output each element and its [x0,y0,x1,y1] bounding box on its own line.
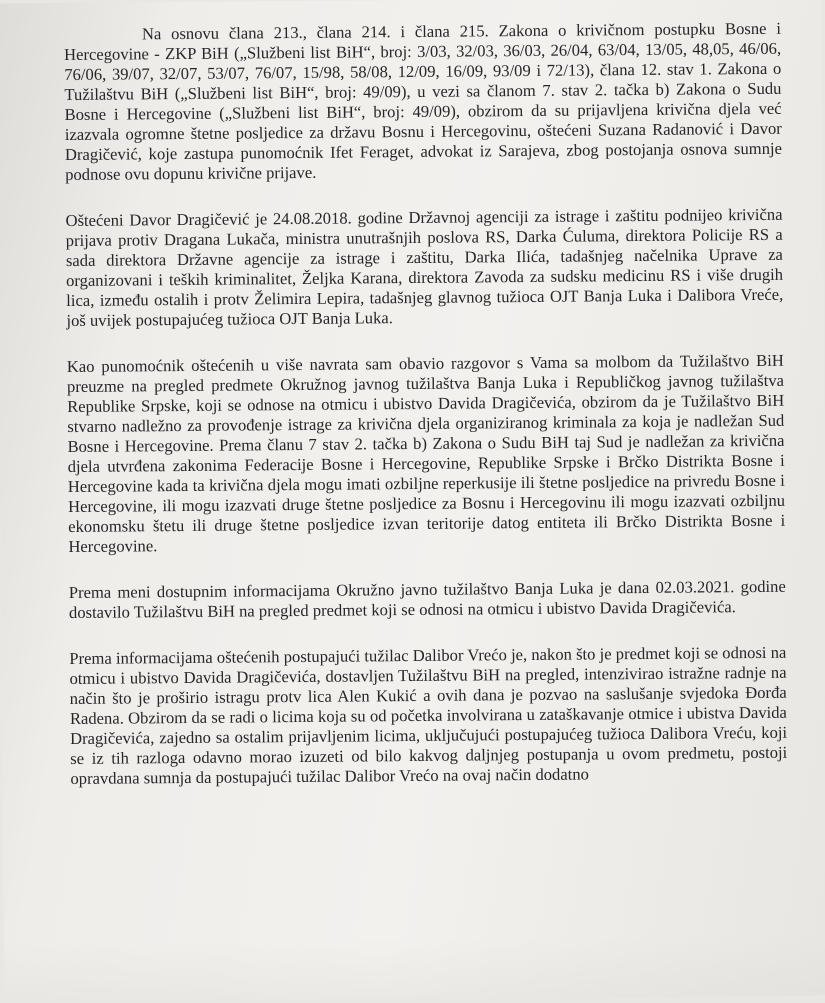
paragraph-case-transfer: Prema meni dostupnim informacijama Okružno javno tužilaštvo Banja Luka je dana 02.03.2021. godine dostavilo Tužilaštvu BiH na pregled predmet koji se odnosi na otmicu i ubistvo Davida Dragičevića. [68,576,786,623]
paragraph-legal-basis: Na osnovu člana 213., člana 214. i člana 215. Zakona o krivičnom postupku Bosne i Hercegovine - ZKP BiH („Službeni list BiH“, broj: 3/03, 32/03, 36/03, 26/04, 63/04, 13/05, 48,05, 46/06, 76/06, 39/07, 32/07, 53/07, 76/07, 15/98, 58/08, 12/09, 16/09, 93/09 i 72/13), člana 12. stav 1. Zakona o Tužilaštvu BiH („Službeni list BiH“, broj: 49/09), u vezi sa članom 7. stav 2. tačka b) Zakona o Sudu Bosne i Hercegovine („Službeni list BiH“, broj: 49/09), obzirom da su prijavljena krivična djela već izazvala ogromne štetne posljedice za državu Bosnu i Hercegovinu, oštećeni Suzana Radanović i Davor Dragičević, koje zastupa punomoćnik Ifet Feraget, advokat iz Sarajeva, zbog postojanja osnova sumnje podnose ovu dopunu krivične prijave. [64,18,783,185]
paragraph-criminal-complaint: Oštećeni Davor Dragičević je 24.08.2018. godine Državnoj agenciji za istrage i zaštitu podnijeo krivična prijava protiv Dragana Lukača, ministra unutrašnjih poslova RS, Darka Ćuluma, direktora Policije RS a sada direktora Državne agencije za istrage i zaštitu, Darka Ilića, tadašnjeg načelnika Uprave za organizovani i teških kriminalitet, Željka Karana, direktora Zavoda za sudsku medicinu RS i više drugih lica, između ostalih i protv Želimira Lepira, tadašnjeg glavnog tužioca OJT Banja Luka i Dalibora Vreće, još uvijek postupajućeg tužioca OJT Banja Luka. [65,204,784,331]
paper-shadow [4,935,825,1002]
paragraph-jurisdiction-request: Kao punomoćnik oštećenih u više navrata sam obavio razgovor s Vama sa molbom da Tužilaštvo BiH preuzme na pregled predmete Okružnog javnog tužilaštva Banja Luka i Republičkog javnog tužilaštva Republike Srpske, koji se odnose na otmicu i ubistvo Davida Dragičevića, obzirom da je Tužilaštvo BiH stvarno nadležno za provođenje istrage za krivična djela organiziranog kriminala za koja je nadležan Sud Bosne i Hercegovine. Prema članu 7 stav 2. tačka b) Zakona o Sudu BiH taj Sud je nadležan za krivična djela utvrđena zakonima Federacije Bosne i Hercegovine, Republike Srpske i Brčko Distrikta Bosne i Hercegovine kada ta krivična djela mogu imati ozbiljne reperkusije ili štetne posljedice na privredu Bosne i Hercegovine, ili mogu izazvati druge štetne posljedice za Bosnu i Hercegovinu ili mogu izazvati ozbiljnu ekonomsku štetu ili druge štetne posljedice izvan teritorije datog entiteta ili Brčko Distrikta Bosne i Hercegovine. [66,350,786,557]
paragraph-prosecutor-actions: Prema informacijama oštećenih postupajući tužilac Dalibor Vrećo je, nakon što je predmet koji se odnosi na otmicu i ubistvo Davida Dragičevića, dostavljen Tužilaštvu BiH na pregled, intenzivirao istražne radnje na način što je proširio istragu protv lica Alen Kukić a ovih dana je pozvao na saslušanje svjedoka Đorđa Radena. Obzirom da se radi o licima koja su od početka involvirana u zataškavanje otmice i ubistva Davida Dragičevića, zajedno sa ostalim prijavljenim licima, uključujući postupajućeg tužioca Dalibora Vreću, koji se iz tih razloga odavno morao izuzeti od bilo kakvog daljnjeg postupanja u ovom predmetu, postoji opravdana sumnja da postupajući tužilac Dalibor Vrećo na ovaj način dodatno [69,642,788,788]
